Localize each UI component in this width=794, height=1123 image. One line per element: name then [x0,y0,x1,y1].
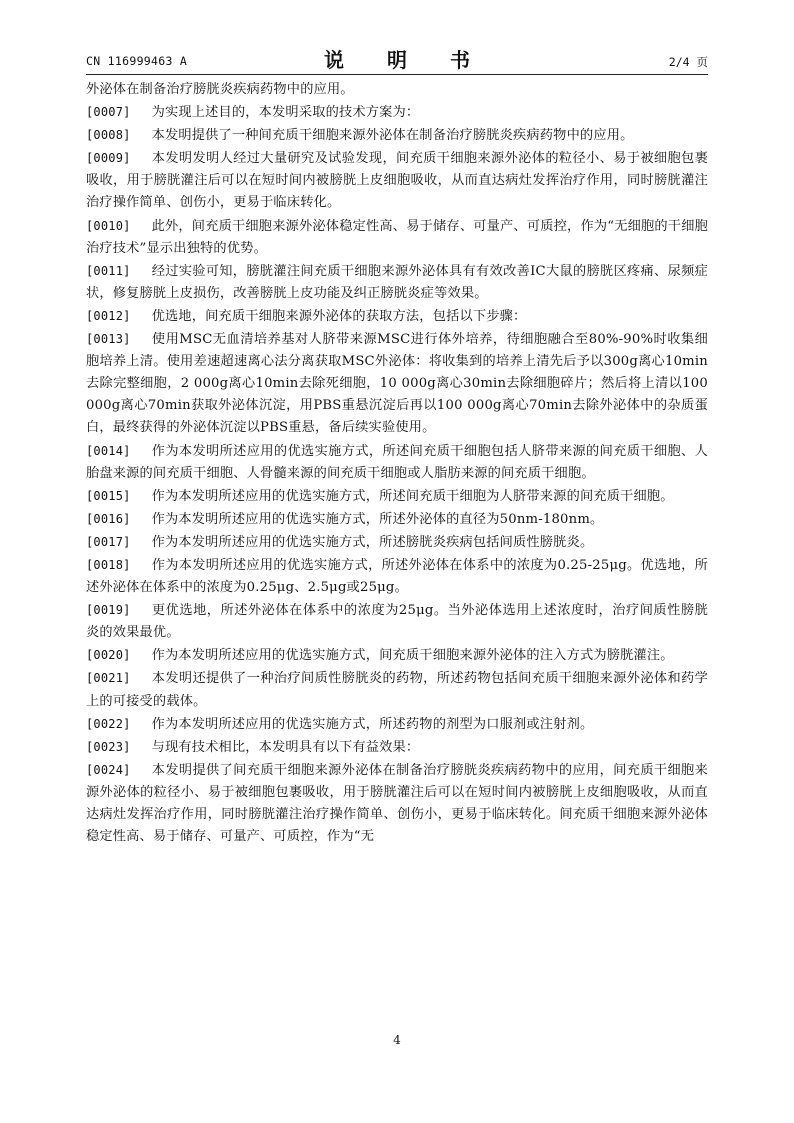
paragraph-number: [0011] [86,263,131,278]
paragraph-text: 本发明提供了间充质干细胞来源外泌体在制备治疗膀胱炎疾病药物中的应用，间充质干细胞来源外泌体的粒径小、易于被细胞包裹吸收，用于膀胱灌注后可以在短时间内被膀胱上皮细胞吸收，从而直达病灶发挥治疗作用，同时膀胱灌注治疗操作简单、创伤小，更易于临床转化。间充质干细胞来源外泌体稳定性高、易于储存、可量产、可质控，作为“无 [86,762,708,845]
document-title: 说 明 书 [324,48,488,72]
paragraph-text: 作为本发明所述应用的优选实施方式，间充质干细胞来源外泌体的注入方式为膀胱灌注。 [151,648,674,664]
paragraph-number: [0017] [86,534,131,549]
paragraph-number: [0008] [86,128,131,143]
paragraph-text: 为实现上述目的，本发明采取的技术方案为： [151,105,420,121]
paragraph-text: 作为本发明所述应用的优选实施方式，所述膀胱炎疾病包括间质性膀胱炎。 [151,534,594,550]
paragraph-number: [0012] [86,308,131,323]
paragraph-number: [0007] [86,105,131,120]
paragraph-text: 作为本发明所述应用的优选实施方式，所述间充质干细胞包括人脐带来源的间充质干细胞、人胎盘来源的间充质干细胞、人骨髓来源的间充质干细胞或人脂肪来源的间充质干细胞。 [86,443,708,481]
paragraph-number: [0010] [86,218,131,233]
paragraph-number: [0023] [86,739,131,754]
paragraph-number: [0013] [86,332,131,347]
paragraph [86,260,708,305]
paragraph-number: [0020] [86,648,131,663]
page-header [86,44,708,74]
paragraph-text: 外泌体在制备治疗膀胱炎疾病药物中的应用。 [86,82,354,97]
document-body [86,79,708,848]
paragraph-number: [0009] [86,151,131,166]
paragraph-text: 优选地，间充质干细胞来源外泌体的获取方法，包括以下步骤： [151,308,527,324]
page-of-indicator: 2/4 页 [668,55,708,69]
page-number: 4 [393,1033,401,1047]
paragraph-number: [0014] [86,443,131,458]
paragraph-text: 作为本发明所述应用的优选实施方式，所述间充质干细胞为人脐带来源的间充质干细胞。 [151,488,674,504]
paragraph-text: 此外，间充质干细胞来源外泌体稳定性高、易于储存、可量产、可质控，作为“无细胞的干细胞治疗技术”显示出独特的优势。 [86,218,708,256]
paragraph [86,440,708,485]
header-divider [86,74,708,75]
paragraph-text: 本发明提供了一种间充质干细胞来源外泌体在制备治疗膀胱炎疾病药物中的应用。 [151,128,634,144]
paragraph-number: [0022] [86,716,131,731]
paragraph-text: 本发明发明人经过大量研究及试验发现，间充质干细胞来源外泌体的粒径小、易于被细胞包裹吸收，用于膀胱灌注后可以在短时间内被膀胱上皮细胞吸收，从而直达病灶发挥治疗作用，同时膀胱灌注治疗操作简单、创伤小，更易于临床转化。 [86,151,708,211]
paragraph [86,147,708,214]
paragraph [86,667,708,712]
paragraph [86,79,708,101]
paragraph [86,328,708,439]
paragraph [86,508,708,531]
paragraph-number: [0021] [86,671,131,686]
paragraph-text: 更优选地，所述外泌体在体系中的浓度为25μg。当外泌体选用上述浓度时，治疗间质性膀胱炎的效果最优。 [86,603,708,641]
paragraph-text: 与现有技术相比，本发明具有以下有益效果： [151,739,420,755]
paragraph [86,305,708,328]
paragraph [86,759,708,848]
paragraph-text: 作为本发明所述应用的优选实施方式，所述外泌体在体系中的浓度为0.25-25μg。优选地，所述外泌体在体系中的浓度为0.25μg、2.5μg或25μg。 [86,557,708,596]
paragraph [86,713,708,736]
paragraph [86,599,708,644]
paragraph-text: 使用MSC无血清培养基对人脐带来源MSC进行体外培养，待细胞融合至80%-90%时收集细胞培养上清。使用差速超速离心法分离获取MSC外泌体：将收集到的培养上清先后予以300g离心10min去除完整细胞，2 000g离心10min去除死细胞，10 000g离心30min去除细胞碎片；然后将上清以100 000g离心70min获取外泌体沉淀，用PBS重悬沉淀后再以100 000g离心70min去除外泌体中的杂质蛋白，最终获得的外泌体沉淀以PBS重悬，备后续实验使用。 [86,332,708,436]
paragraph [86,124,708,147]
paragraph-number: [0015] [86,488,131,503]
paragraph-number: [0018] [86,557,131,572]
paragraph-text: 本发明还提供了一种治疗间质性膀胱炎的药物，所述药物包括间充质干细胞来源外泌体和药学上的可接受的载体。 [86,671,708,709]
paragraph [86,101,708,124]
paragraph [86,531,708,554]
paragraph [86,485,708,508]
paragraph-text: 作为本发明所述应用的优选实施方式，所述药物的剂型为口服剂或注射剂。 [151,716,594,732]
paragraph [86,644,708,667]
paragraph [86,736,708,759]
paragraph [86,215,708,260]
document-number: CN 116999463 A [86,54,188,68]
paragraph-number: [0024] [86,762,131,777]
paragraph-number: [0016] [86,511,131,526]
paragraph-number: [0019] [86,603,131,618]
paragraph-text: 作为本发明所述应用的优选实施方式，所述外泌体的直径为50nm-180nm。 [151,511,604,527]
paragraph [86,554,708,599]
paragraph-text: 经过实验可知，膀胱灌注间充质干细胞来源外泌体具有有效改善IC大鼠的膀胱区疼痛、尿频症状，修复膀胱上皮损伤，改善膀胱上皮功能及纠正膀胱炎症等效果。 [86,263,708,301]
